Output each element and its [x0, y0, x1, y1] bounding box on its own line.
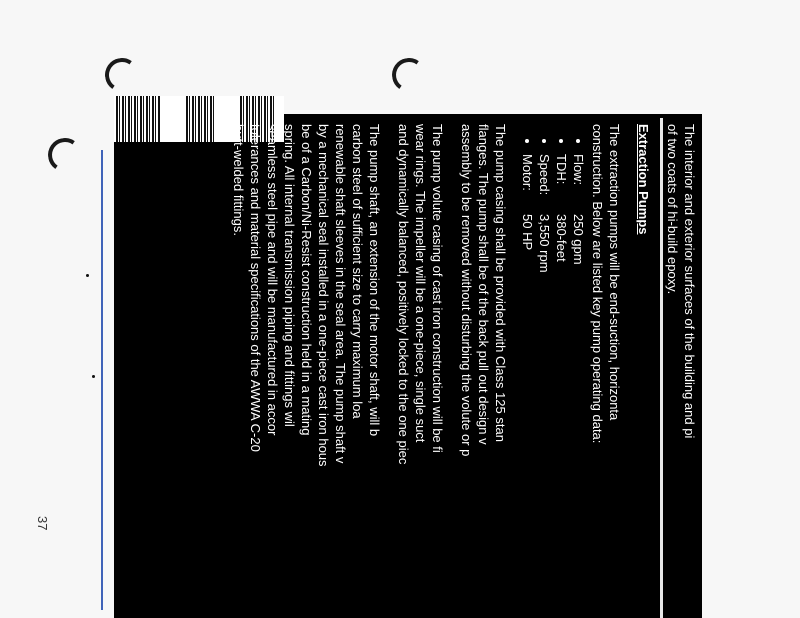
- text-line: wear rings. The impeller will be a one-piece, single suct: [413, 124, 428, 443]
- text-line: spring. All internal transmission piping and fittings wil: [282, 124, 297, 427]
- rotated-content: [114, 118, 702, 618]
- text-line: The extraction pumps will be end-suction, horizonta: [607, 124, 622, 421]
- section-heading: Extraction Pumps: [636, 124, 651, 235]
- margin-line: [101, 150, 103, 610]
- text-line: assembly to be removed without disturbing the volute or p: [459, 124, 474, 457]
- text-line: The pump casing shall be provided with Class 125 stan: [493, 124, 508, 442]
- list-item: • TDH:380-feet: [553, 154, 570, 618]
- casing-paragraph: [458, 124, 509, 618]
- text-line: tolerances and material specifications of the AWWA C-20: [248, 124, 263, 452]
- pumps-intro-paragraph: [589, 124, 623, 618]
- text-line: The pump shaft, an extension of the motor shaft, will b: [367, 124, 382, 437]
- list-item: • Motor:50 HP: [519, 154, 536, 618]
- text-line: renewable shaft sleeves in the seal area. The pump shaft v: [333, 124, 348, 464]
- text-line: be of a Carbon/Ni-Resist construction held in a mating: [299, 124, 314, 436]
- text-line: and dynamically balanced, positively locked to the one piec: [396, 124, 411, 465]
- text-line: by a mechanical seal installed in a one-piece cast iron hous: [316, 124, 331, 467]
- page-number: 37: [35, 516, 50, 531]
- body-text: [114, 118, 702, 618]
- scan-speck: [92, 375, 95, 378]
- spec-list: [519, 124, 587, 618]
- text-line: seamless steel pipe and will be manufactured in accor: [265, 124, 280, 436]
- text-line: The interior and exterior surfaces of the building and pi: [682, 124, 697, 439]
- shaft-paragraph: [230, 124, 383, 618]
- intro-paragraph: [664, 124, 698, 618]
- text-line: of two coats of hi-build epoxy.: [665, 124, 680, 295]
- text-line: flanges. The pump shall be of the back pull out design v: [476, 124, 491, 445]
- list-item: • Speed:3,550 rpm: [536, 154, 553, 618]
- text-line: construction. Below are listed key pump operating data:: [590, 124, 605, 444]
- text-line: carbon steel of sufficient size to carry maximum loa: [350, 124, 365, 419]
- text-line: The pump volute casing of cast iron construction will be fi: [430, 124, 445, 453]
- volute-paragraph: [395, 124, 446, 618]
- scan-speck: [86, 274, 89, 277]
- text-line: butt-welded fittings.: [231, 124, 246, 237]
- list-item: • Flow:250 gpm: [570, 154, 587, 618]
